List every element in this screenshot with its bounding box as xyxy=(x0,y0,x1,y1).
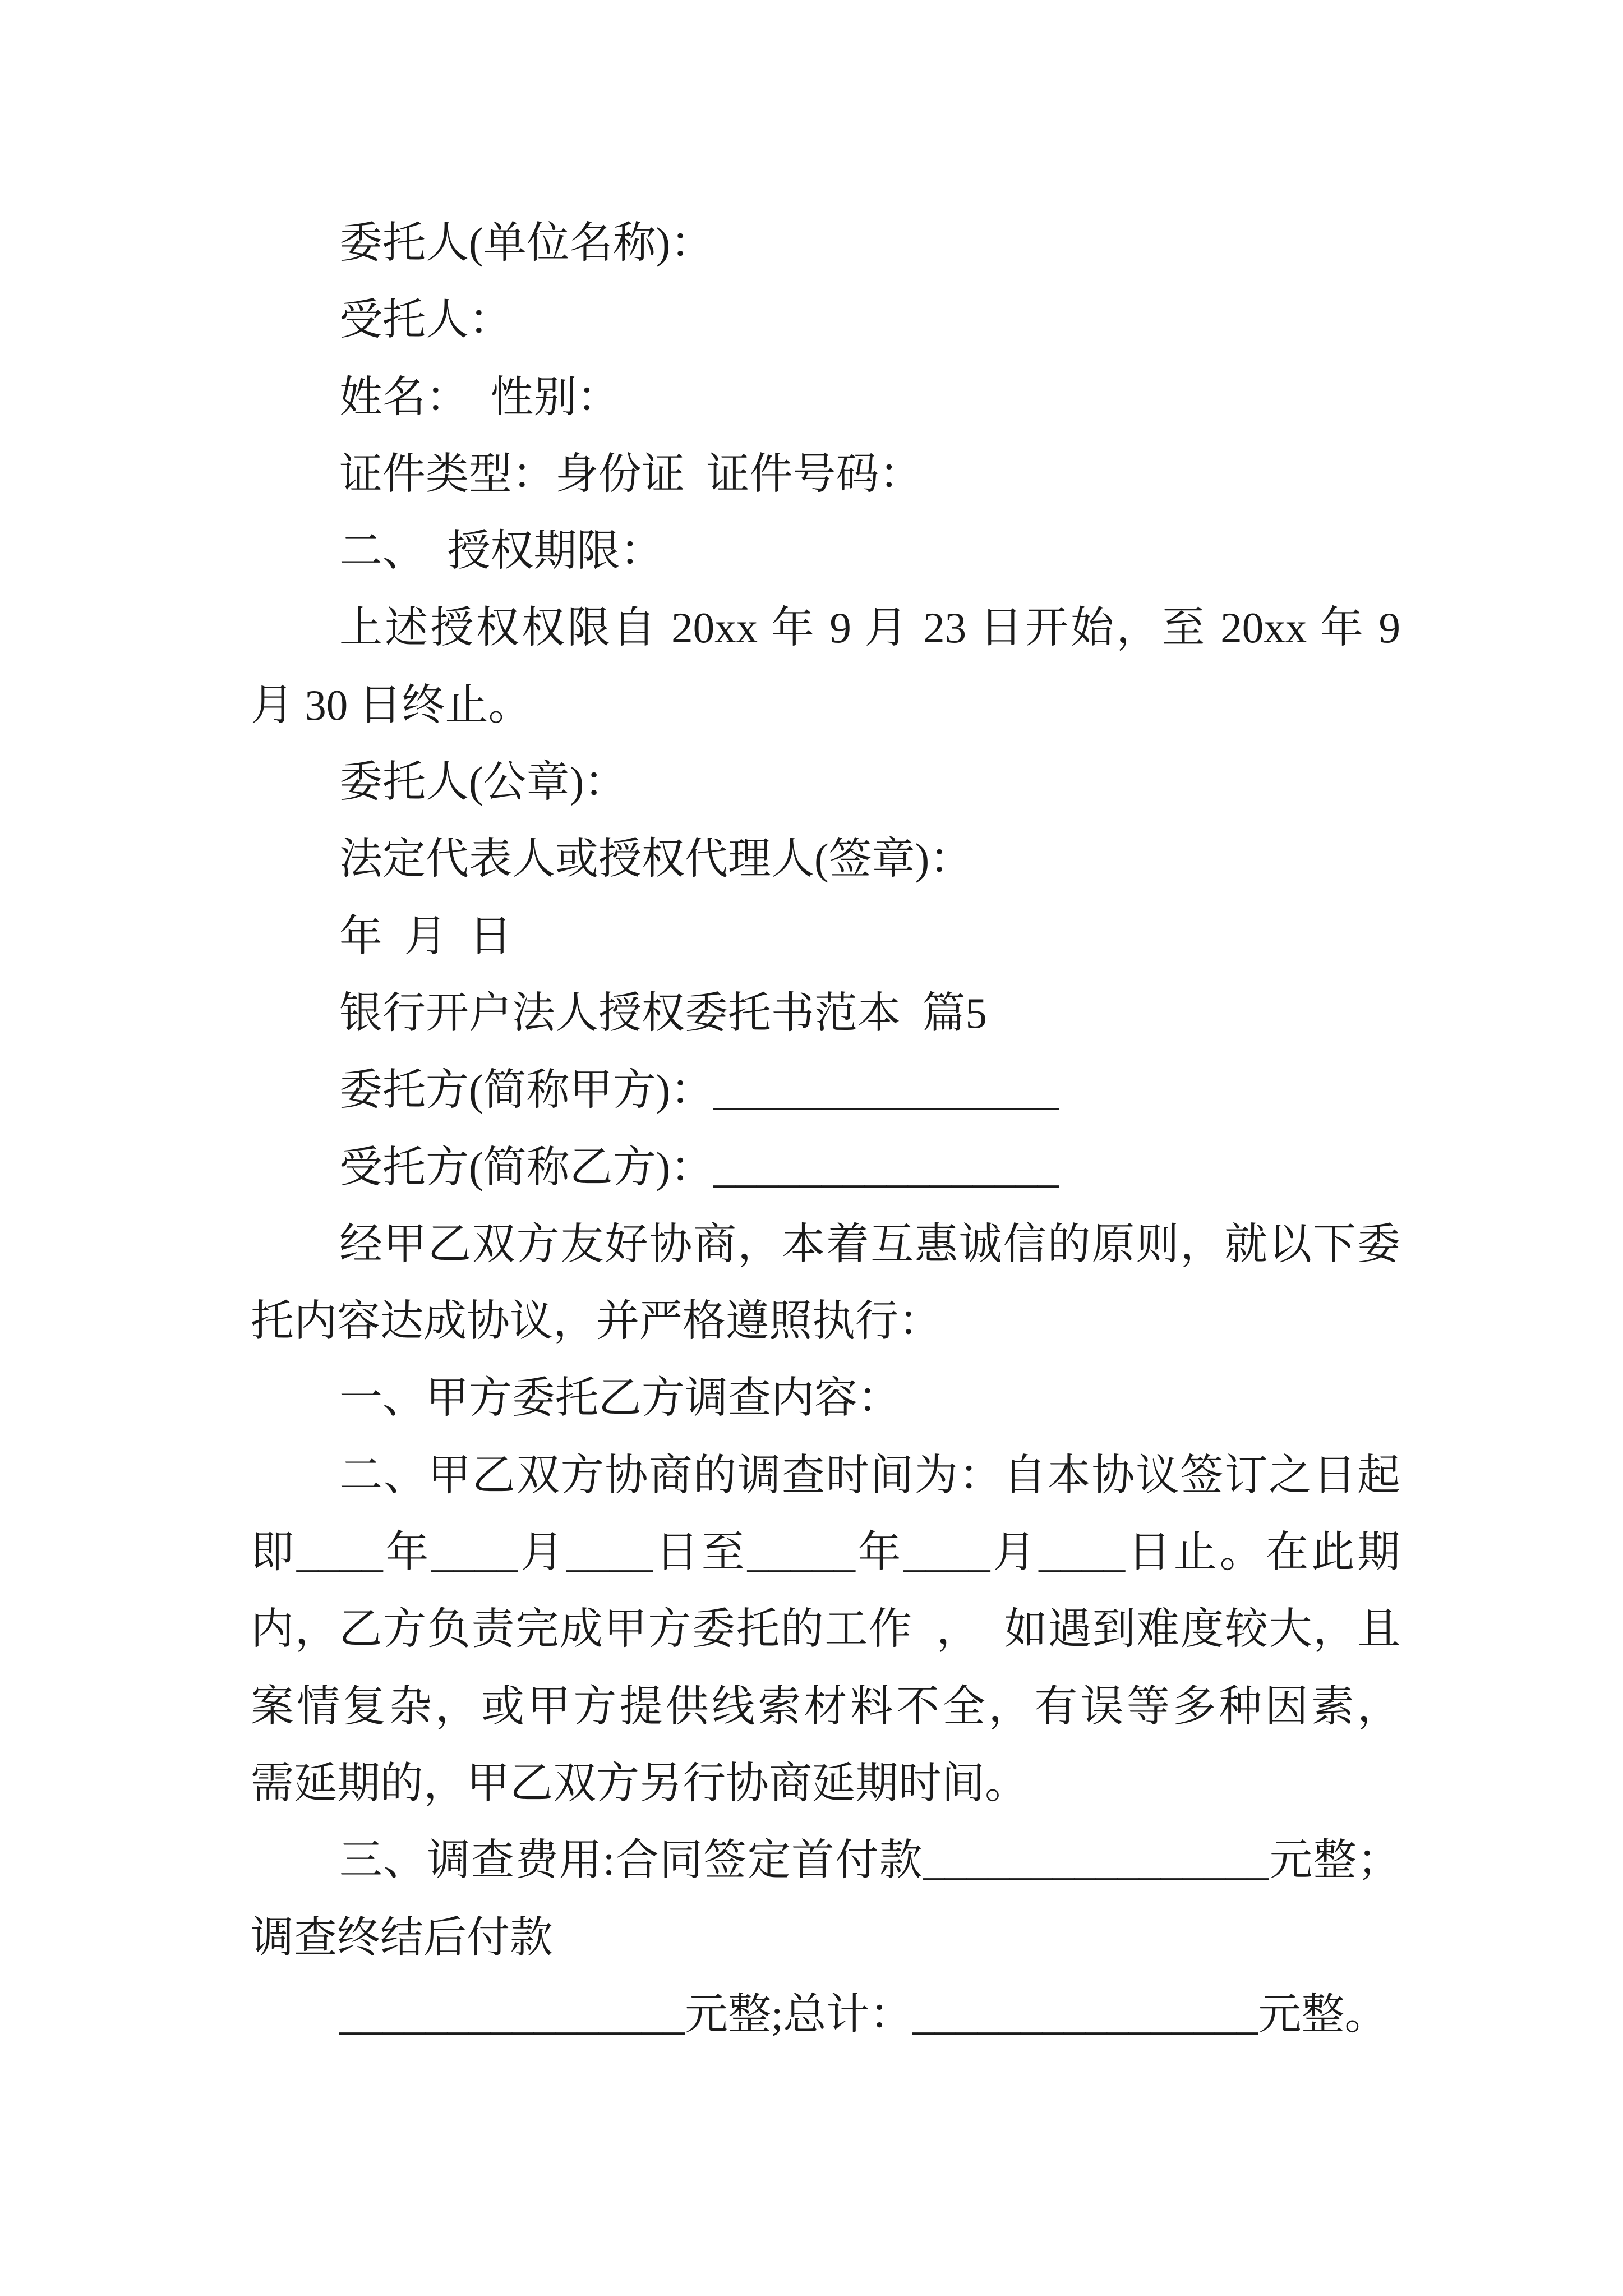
preamble-line: 托内容达成协议，并严格遵照执行： xyxy=(251,1297,942,1346)
party-a-line: 委托方(简称甲方)：________________ xyxy=(339,1066,1059,1115)
signatory-label: 法定代表人或授权代理人(签章)： xyxy=(339,835,973,884)
clause-2-line: 需延期的，甲乙双方另行协商延期时间。 xyxy=(251,1759,1028,1807)
clause-3-line: ________________元整;总计：________________元整。 xyxy=(339,1990,1388,2039)
clause-3-line: 调查终结后付款 xyxy=(251,1913,553,1962)
clause-1-line: 一、甲方委托乙方调查内容： xyxy=(339,1374,901,1423)
authorization-period-text-line: 月 30 日终止。 xyxy=(251,680,532,729)
clause-2-line: 即____年____月____日至_____年____月____日止。在此期 xyxy=(251,1528,1400,1577)
document-body xyxy=(251,205,1400,2053)
preamble-line: 经甲乙双方友好协商，本着互惠诚信的原则，就以下委 xyxy=(339,1220,1400,1268)
clause-3-line: 三、调查费用:合同签定首付款________________元整； xyxy=(339,1836,1400,1885)
section-title: 银行开户法人授权委托书范本 篇5 xyxy=(339,988,987,1037)
authorization-period-heading: 二、 授权期限： xyxy=(339,527,663,576)
name-gender-label: 姓名： 性别： xyxy=(339,372,620,421)
clause-2-line: 二、甲乙双方协商的调查时间为：自本协议签订之日起 xyxy=(339,1451,1400,1499)
id-document-label: 证件类型：身份证 证件号码： xyxy=(339,449,923,498)
date-line: 年 月 日 xyxy=(339,912,512,960)
clause-2-line: 内，乙方负责完成甲方委托的工作 ， 如遇到难度较大，且 xyxy=(251,1605,1400,1654)
party-b-line: 受托方(简称乙方)：________________ xyxy=(339,1143,1059,1191)
agent-label: 受托人： xyxy=(339,296,512,344)
principal-seal-label: 委托人(公章)： xyxy=(339,758,628,807)
principal-unit-label: 委托人(单位名称)： xyxy=(339,219,714,267)
clause-2-line: 案情复杂，或甲方提供线索材料不全，有误等多种因素， xyxy=(251,1682,1400,1731)
authorization-period-text-line: 上述授权权限自 20xx 年 9 月 23 日开始，至 20xx 年 9 xyxy=(339,604,1400,652)
